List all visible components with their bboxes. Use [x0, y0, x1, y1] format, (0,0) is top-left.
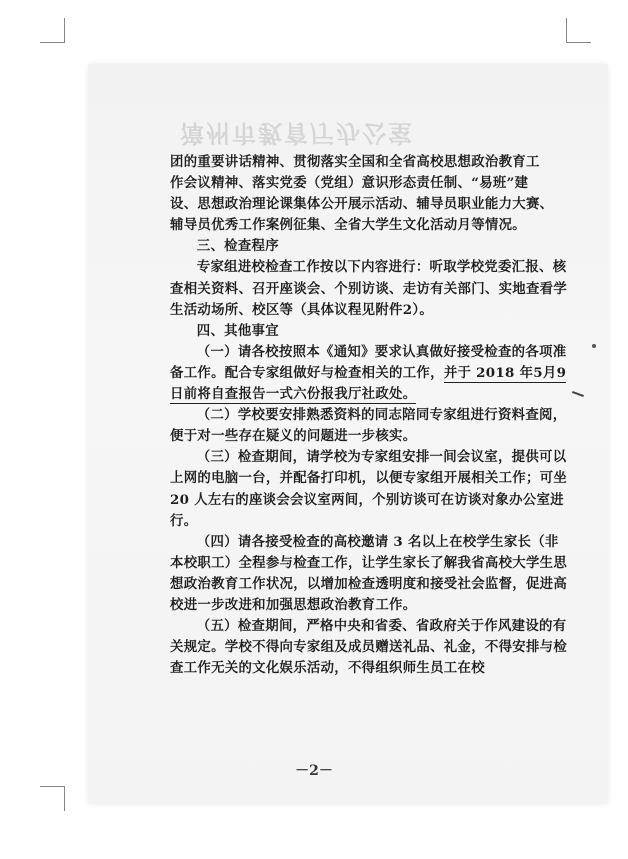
crop-mark-top-right — [566, 18, 591, 43]
document-body — [170, 152, 572, 679]
item-1-paragraph — [170, 342, 572, 405]
item-2-paragraph: （二）学校要安排熟悉资料的同志陪同专家组进行资料查阅，便于对一些存在疑义的问题进一步核实。 — [170, 407, 567, 445]
intro-line-3: 设、思想政治理论课集体公开展示活动、辅导员职业能力大赛、 — [170, 196, 554, 213]
intro-line-2: 作会议精神、落实党委（党组）意识形态责任制、“易班”建 — [170, 175, 529, 192]
item-4-paragraph: （四）请各接受检查的高校邀请 3 名以上在校学生家长（非本校职工）全程参与检查工作，让学生家长了解我省高校大学生思想政治教育工作状况，以增加检查透明度和接受社会监督，促进高校进一步改进和加强思想政治教育工作。 — [170, 533, 568, 613]
item-5-paragraph: （五）检查期间，严格中央和省委、省政府关于作风建设的有关规定。学校不得向专家组及成员赠送礼品、礼金，不得安排与检查工作无关的文化娱乐活动，不得组织师生员工在校 — [170, 618, 568, 677]
section-4-heading: 四、其他事宜 — [196, 322, 279, 339]
item-1-text: （一）请各校按照本《通知》要求认真做好接受检查的各项准备工作。配合专家组做好与检查相关的工作， — [170, 343, 567, 381]
bleed-through-header: 漳州市教育厅办公室 — [180, 119, 414, 148]
crop-mark-top-left — [40, 18, 65, 43]
intro-line-1: 团的重要讲话精神、贯彻落实全国和全省高校思想政治教育工 — [170, 154, 540, 170]
intro-line-4: 辅导员优秀工作案例征集、全省大学生文化活动月等情况。 — [170, 217, 526, 234]
section-3-paragraph: 专家组进校检查工作按以下内容进行：听取学校党委汇报、核查相关资料、召开座谈会、个别访谈、走访有关部门、实地查看学生活动场所、校区等（具体议程见附件2）。 — [170, 259, 568, 318]
section-3-heading: 三、检查程序 — [196, 238, 279, 255]
item-1-underlined-deadline: 并于 2018 年5月9日前将自查报告一式六份报我厅社政处。 — [170, 364, 567, 403]
ink-speck — [592, 344, 596, 348]
page-number: －2－ — [295, 763, 333, 779]
crop-mark-bottom-left — [40, 786, 65, 811]
item-3-paragraph: （三）检查期间，请学校为专家组安排一间会议室，提供可以上网的电脑一台，并配备打印机，以便专家组开展相关工作；可坐 20 人左右的座谈会会议室两间，个别访谈可在访谈对象办公室进行。 — [170, 449, 568, 529]
